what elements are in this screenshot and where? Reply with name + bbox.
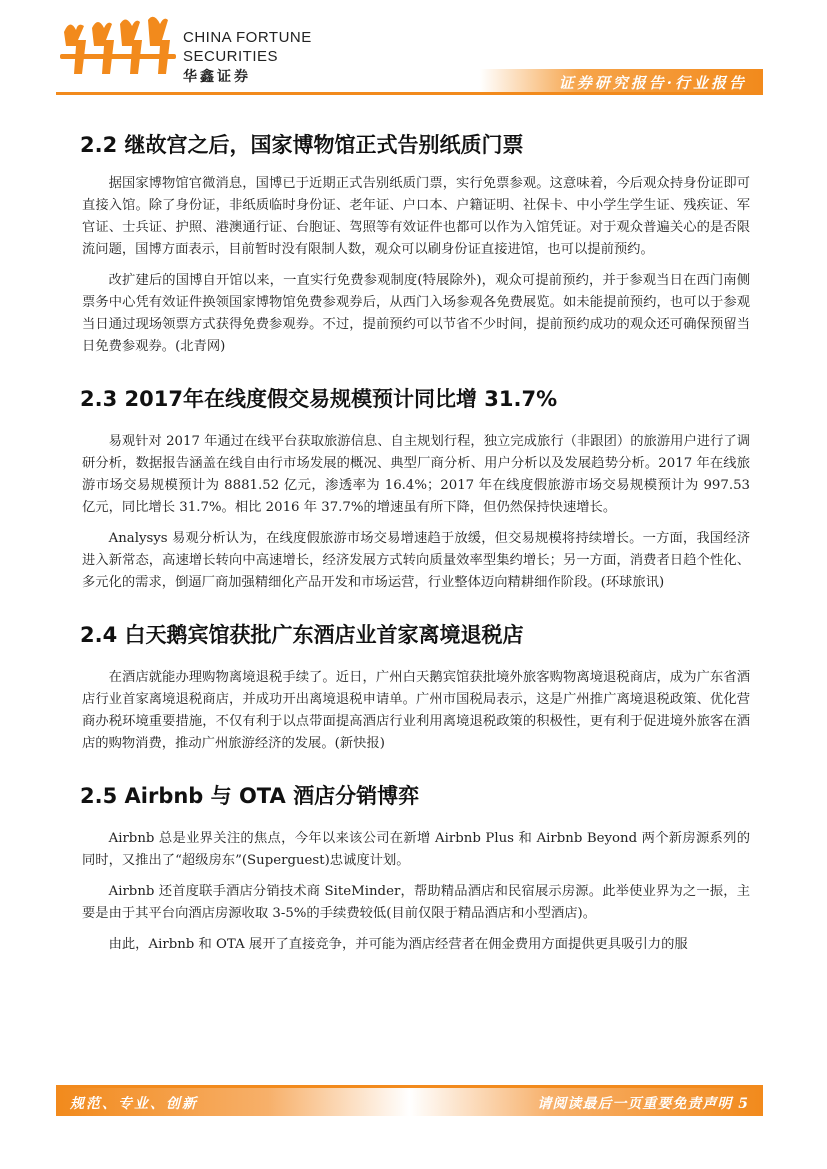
section-heading: 2.2 继故宫之后，国家博物馆正式告别纸质门票 bbox=[80, 133, 524, 157]
footer-slogan: 规范、专业、创新 bbox=[70, 1096, 198, 1112]
paragraph: Airbnb 总是业界关注的焦点，今年以来该公司在新增 Airbnb Plus 和 Airbnb Beyond 两个新房源系列的同时，又推出了“超级房东”(Superguest)忠诚度计划。 bbox=[82, 831, 750, 868]
footer-disclaimer-page: 请阅读最后一页重要免责声明 5 bbox=[537, 1096, 749, 1112]
report-type-banner bbox=[480, 69, 763, 93]
paragraph: Analysys 易观分析认为，在线度假旅游市场交易增速趋于放缓，但交易规模将持续增长。一方面，我国经济进入新常态，高速增长转向中高速增长，经济发展方式转向质量效率型集约增长；另一方面，消费者日趋个性化、多元化的需求，倒逼厂商加强精细化产品开发和市场运营，行业整体迈向精耕细作阶段。(环球旅讯) bbox=[82, 531, 750, 590]
paragraph: 易观针对 2017 年通过在线平台获取旅游信息、自主规划行程，独立完成旅行（非跟团）的旅游用户进行了调研分析，数据报告涵盖在线自由行市场发展的概况、典型厂商分析、用户分析以及发展趋势分析。2017 年在线旅游市场交易规模预计为 8881.52 亿元，渗透率为 16.4%；2017 年在线度假旅游市场交易规模预计为 997.53 亿元，同比增长 31.7%。相比 2016 年 37.7%的增速虽有所下降，但仍然保持快速增长。 bbox=[82, 434, 750, 515]
paragraph: Airbnb 还首度联手酒店分销技术商 SiteMinder，帮助精品酒店和民宿展示房源。此举使业界为之一振，主要是由于其平台向酒店房源收取 3-5%的手续费较低(目前仅限于精品酒店和小型酒店)。 bbox=[82, 884, 750, 921]
page-footer bbox=[56, 1088, 763, 1116]
logo-text bbox=[183, 28, 312, 86]
paragraph: 由此，Airbnb 和 OTA 展开了直接竞争，并可能为酒店经营者在佣金费用方面提供更具吸引力的服 bbox=[108, 937, 688, 952]
header-divider bbox=[56, 92, 763, 95]
paragraph: 在酒店就能办理购物离境退税手续了。近日，广州白天鹅宾馆获批境外旅客购物离境退税商店，成为广东省酒店行业首家离境退税商店，并成功开出离境退税申请单。广州市国税局表示，这是广州推广离境退税政策、优化营商办税环境重要措施，不仅有利于以点带面提高酒店行业利用离境退税政策的积极性，更有利于促进境外旅客在酒店的购物消费，推动广州旅游经济的发展。(新快报) bbox=[82, 670, 750, 751]
logo-english-line2: SECURITIES bbox=[183, 48, 279, 65]
section-2-4 bbox=[80, 620, 750, 755]
report-body bbox=[80, 130, 750, 956]
section-2-2 bbox=[80, 130, 750, 358]
section-heading: 2.4 白天鹅宾馆获批广东酒店业首家离境退税店 bbox=[80, 623, 524, 647]
logo-chinese: 华鑫证券 bbox=[183, 68, 251, 84]
report-type-label: 证券研究报告·行业报告 bbox=[558, 74, 747, 92]
paragraph: 据国家博物馆官微消息，国博已于近期正式告别纸质门票，实行免票参观。这意味着，今后观众持身份证即可直接入馆。除了身份证，非纸质临时身份证、老年证、户口本、户籍证明、社保卡、中小学生学生证、残疾证、军官证、士兵证、护照、港澳通行证、台胞证、驾照等有效证件也都可以作为入馆凭证。对于观众普遍关心的是否限流问题，国博方面表示，目前暂时没有限制人数，观众可以刷身份证直接进馆，也可以提前预约。 bbox=[82, 176, 750, 257]
logo-english-line1: CHINA FORTUNE bbox=[183, 29, 312, 46]
section-2-5 bbox=[80, 781, 750, 956]
paragraph: 改扩建后的国博自开馆以来，一直实行免费参观制度(特展除外)，观众可提前预约，并于参观当日在西门南侧票务中心凭有效证件换领国家博物馆免费参观券后，从西门入场参观各免费展览。如未能提前预约，也可以于参观当日通过现场领票方式获得免费参观券。不过，提前预约可以节省不少时间，提前预约成功的观众还可确保预留当日免费参观券。(北青网) bbox=[82, 273, 750, 354]
section-heading: 2.3 2017年在线度假交易规模预计同比增 31.7% bbox=[80, 387, 558, 411]
section-2-3 bbox=[80, 384, 750, 594]
section-heading: 2.5 Airbnb 与 OTA 酒店分销博弈 bbox=[80, 784, 420, 808]
